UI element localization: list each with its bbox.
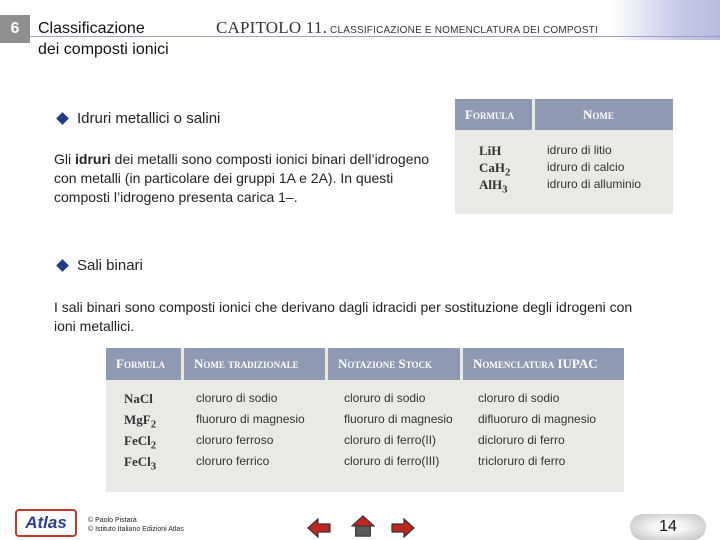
salts-traditional-column (184, 388, 330, 472)
hydride-formula: LiH (479, 143, 502, 158)
section1-para-rest: dei metalli sono composti ionici binari dell’idrogeno con metalli (in particolare dei gruppi 1A e 2A). In questi composti l’idrogeno presenta carica 1–. (54, 151, 430, 205)
salt-formula: FeCl$_3$ (124, 454, 157, 473)
chapter-number-badge: 6 (0, 15, 30, 43)
salts-stock-column (330, 388, 464, 472)
salt-iupac-name: cloruro di sodio (478, 391, 560, 405)
salts-header-iupac: Nomenclatura IUPAC (473, 356, 598, 371)
hydride-table-header (455, 99, 673, 130)
section-title-line2: dei composti ionici (38, 41, 169, 58)
salt-iupac-name: tricloruro di ferro (478, 454, 566, 468)
header-gradient (610, 0, 720, 40)
hydride-name: idruro di calcio (547, 160, 625, 174)
hydride-name: idruro di litio (547, 143, 612, 157)
salt-formula: MgF$_2$ (124, 412, 157, 431)
copyright (88, 516, 184, 534)
section-title (38, 18, 169, 60)
salt-iupac-name: difluoruro di magnesio (478, 412, 597, 426)
section1-para-bold: idruri (75, 151, 111, 167)
chapter-label: CAPITOLO 11. (216, 18, 328, 37)
salt-traditional-name: cloruro ferrico (196, 454, 270, 468)
salt-stock-name: cloruro di sodio (344, 391, 426, 405)
page-number: 14 (630, 514, 706, 540)
atlas-logo: Atlas (15, 509, 77, 537)
salt-formula: FeCl$_2$ (124, 433, 157, 452)
hydride-name-column (535, 140, 673, 195)
section1-para-prefix: Gli (54, 151, 75, 167)
copyright-line2: © Istituto Italiano Edizioni Atlas (88, 526, 184, 533)
salts-header-formula: Formula (106, 348, 184, 380)
salts-header-traditional: Nome tradizionale (184, 348, 328, 380)
binary-salts-header (106, 348, 624, 380)
binary-salts-table (106, 348, 624, 492)
salt-traditional-name: cloruro ferroso (196, 433, 274, 447)
salt-traditional-name: fluoruro di magnesio (196, 412, 305, 426)
hydride-header-formula: Formula (455, 99, 535, 130)
hydride-formula-column (455, 140, 535, 195)
salt-stock-name: fluoruro di magnesio (344, 412, 453, 426)
hydride-name: idruro di alluminio (547, 177, 642, 191)
salt-formula: NaCl (124, 391, 153, 406)
hydride-table (455, 99, 673, 214)
salts-iupac-column (464, 388, 624, 472)
section1-paragraph (54, 150, 446, 207)
previous-arrow-icon[interactable] (306, 516, 332, 540)
hydride-header-name: Nome (583, 106, 614, 122)
copyright-line1: © Paolo Pistarà (88, 517, 137, 524)
hydride-formula: AlH$_3$ (479, 177, 508, 196)
section2-heading (58, 257, 143, 274)
section1-heading (58, 110, 220, 127)
chapter-heading (216, 18, 598, 38)
salt-stock-name: cloruro di ferro(II) (344, 433, 437, 447)
diamond-bullet-icon (56, 259, 69, 272)
hydride-formula: CaH$_2$ (479, 160, 511, 179)
salt-stock-name: cloruro di ferro(III) (344, 454, 440, 468)
section-title-line1: Classificazione (38, 20, 145, 37)
salts-header-stock: Notazione Stock (328, 348, 463, 380)
salt-iupac-name: dicloruro di ferro (478, 433, 565, 447)
diamond-bullet-icon (56, 112, 69, 125)
home-icon[interactable] (350, 514, 376, 538)
salt-traditional-name: cloruro di sodio (196, 391, 278, 405)
section1-heading-text: Idruri metallici o salini (77, 110, 221, 127)
section2-heading-text: Sali binari (77, 257, 143, 274)
section2-paragraph: I sali binari sono composti ionici che derivano dagli idracidi per sostituzione degli idrogeni con ioni metallici. (54, 299, 633, 334)
chapter-subtitle: CLASSIFICAZIONE E NOMENCLATURA DEI COMPOSTI (330, 25, 598, 36)
salts-formula-column (106, 388, 184, 472)
next-arrow-icon[interactable] (390, 516, 416, 540)
